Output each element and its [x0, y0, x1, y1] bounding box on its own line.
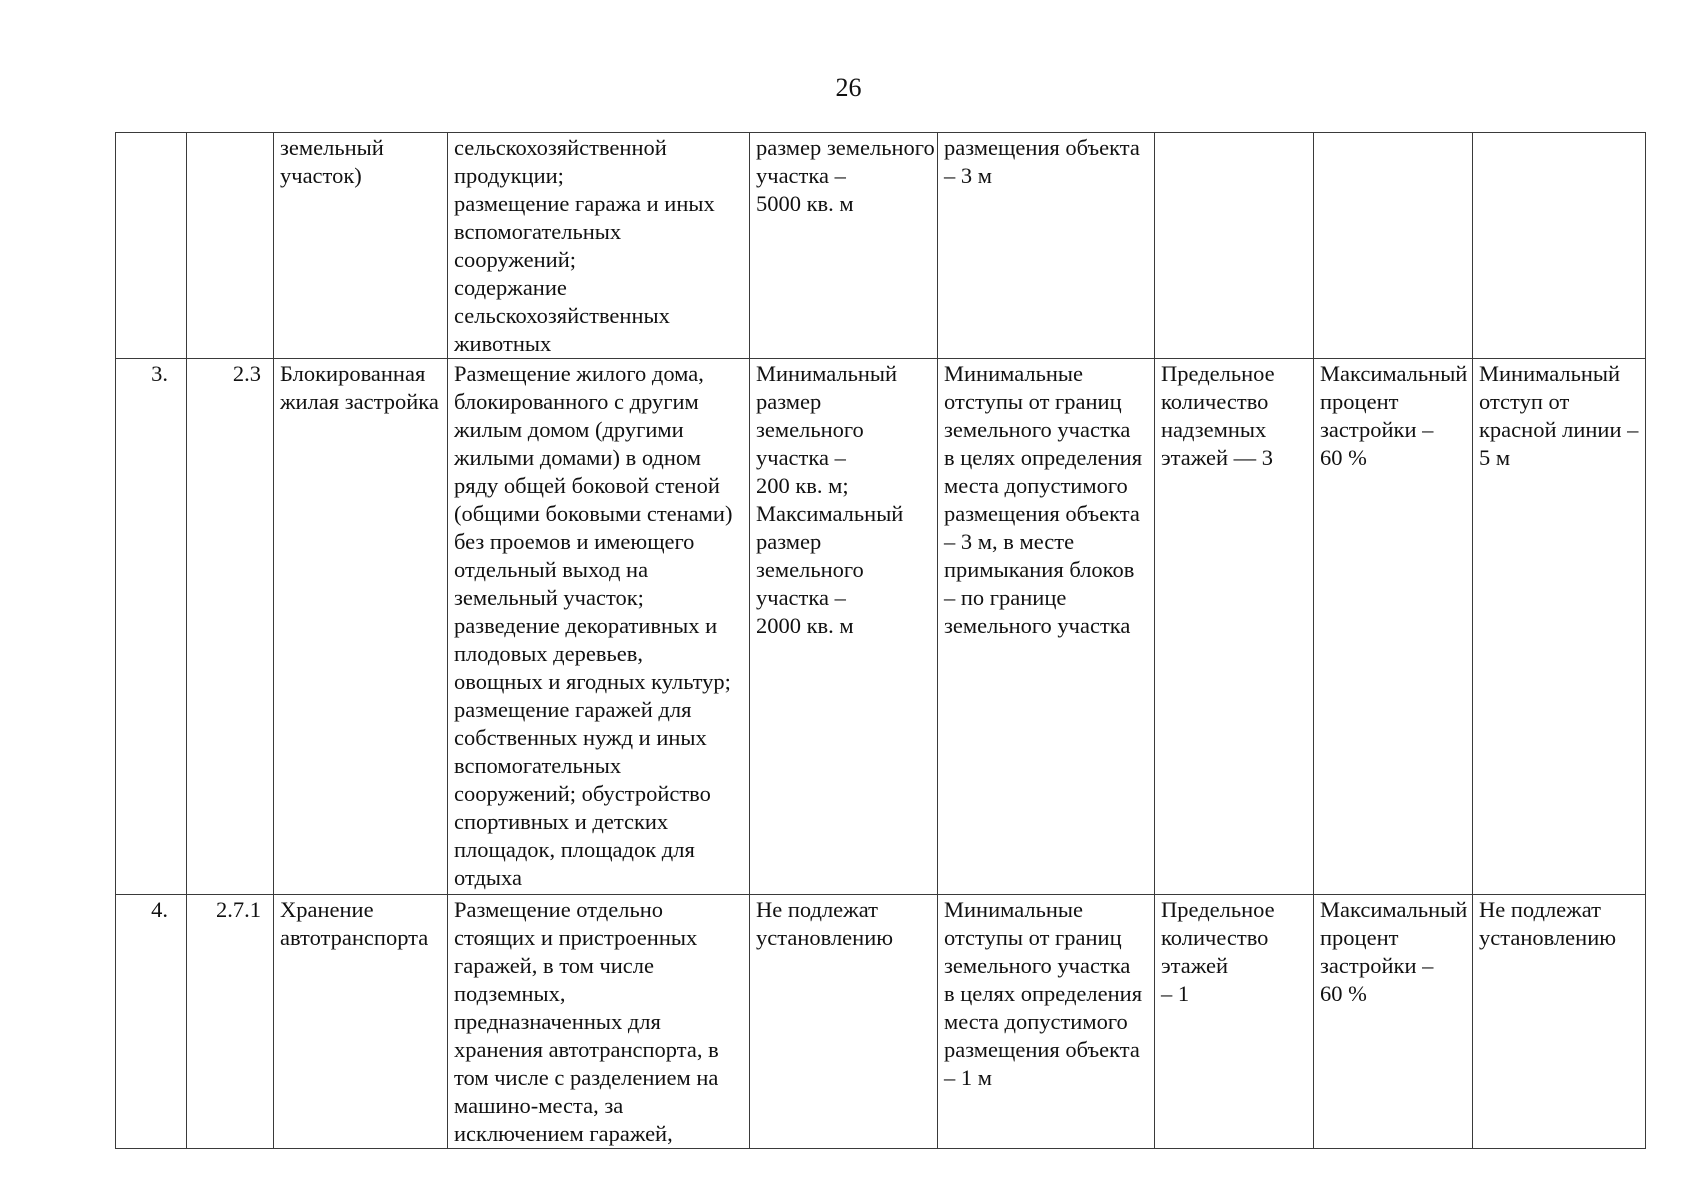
- use-description-cell: [448, 895, 750, 1149]
- cell-text-line: сельскохозяйственной: [454, 135, 667, 160]
- cell-text-line: отдельный выход на: [454, 557, 649, 582]
- cell-text-line: размещение гаража и иных: [454, 191, 715, 216]
- table-body: [116, 133, 1646, 1149]
- cell-text-line: Блокированная: [280, 361, 426, 386]
- cell-text-line: животных: [454, 331, 552, 356]
- cell-text-line: земельного участка: [944, 417, 1131, 442]
- table-row: [116, 895, 1646, 1149]
- cell-text-line: продукции;: [454, 163, 564, 188]
- cell-text-line: Минимальный: [1479, 361, 1621, 386]
- cell-text-line: красной линии –: [1479, 417, 1639, 442]
- cell-text-line: места допустимого: [944, 473, 1128, 498]
- red-line-cell: [1473, 359, 1646, 895]
- red-line-cell: [1473, 133, 1646, 359]
- cell-text-line: Максимальный: [1320, 361, 1468, 386]
- plot-size-cell: [750, 359, 938, 895]
- cell-text-line: земельного: [756, 417, 864, 442]
- plot-size-cell: [750, 133, 938, 359]
- cell-text-line: собственных нужд и иных: [454, 725, 707, 750]
- cell-text-line: жилая застройка: [280, 389, 439, 414]
- cell-text-line: в целях определения: [944, 981, 1143, 1006]
- cell-text-line: гаражей, в том числе: [454, 953, 655, 978]
- cell-text-line: – по границе: [944, 585, 1067, 610]
- cell-text-line: размещение гаражей для: [454, 697, 692, 722]
- cell-text-line: размещения объекта: [944, 135, 1140, 160]
- cell-text-line: сооружений; обустройство: [454, 781, 711, 806]
- cell-text-line: предназначенных для: [454, 1009, 661, 1034]
- cell-text-line: земельного участка: [944, 613, 1131, 638]
- cell-text-line: в целях определения: [944, 445, 1143, 470]
- cell-text-line: Предельное: [1161, 897, 1275, 922]
- cell-text-line: (общими боковыми стенами): [454, 501, 733, 526]
- cell-text-line: плодовых деревьев,: [454, 641, 643, 666]
- cell-text-line: количество: [1161, 925, 1269, 950]
- cell-text-line: размер: [756, 389, 822, 414]
- setbacks-cell: [938, 895, 1155, 1149]
- use-name-cell: [274, 133, 448, 359]
- cell-text-line: 2000 кв. м: [756, 613, 854, 638]
- cell-text-line: размер земельного: [756, 135, 935, 160]
- cell-text-line: застройки –: [1320, 953, 1434, 978]
- cell-text-line: стоящих и пристроенных: [454, 925, 698, 950]
- zoning-table: [115, 132, 1646, 1149]
- row-number-cell: 4.: [116, 895, 187, 1149]
- use-name-cell: [274, 895, 448, 1149]
- cell-text-line: процент: [1320, 389, 1399, 414]
- cell-text-line: места допустимого: [944, 1009, 1128, 1034]
- cell-text-line: Предельное: [1161, 361, 1275, 386]
- cell-text-line: вспомогательных: [454, 753, 622, 778]
- cell-text-line: этажей: [1161, 953, 1229, 978]
- cell-text-line: отступ от: [1479, 389, 1570, 414]
- coverage-cell: [1314, 133, 1473, 359]
- cell-text-line: Размещение жилого дома,: [454, 361, 704, 386]
- cell-text-line: 5 м: [1479, 445, 1511, 470]
- cell-text-line: участка –: [756, 163, 846, 188]
- cell-text-line: содержание: [454, 275, 567, 300]
- row-number-cell: [116, 133, 187, 359]
- table-row: [116, 133, 1646, 359]
- floors-cell: [1155, 133, 1314, 359]
- cell-text-line: сооружений;: [454, 247, 577, 272]
- cell-text-line: установлению: [756, 925, 894, 950]
- use-name-cell: [274, 359, 448, 895]
- cell-text-line: 60 %: [1320, 981, 1367, 1006]
- cell-text-line: земельный: [280, 135, 384, 160]
- floors-cell: [1155, 895, 1314, 1149]
- cell-text-line: Не подлежат: [1479, 897, 1601, 922]
- cell-text-line: машино-места, за: [454, 1093, 624, 1118]
- cell-text-line: жилыми домами) в одном: [454, 445, 701, 470]
- cell-text-line: жилым домом (другими: [454, 417, 684, 442]
- cell-text-line: установлению: [1479, 925, 1617, 950]
- table-row: [116, 359, 1646, 895]
- cell-text-line: – 1 м: [944, 1065, 992, 1090]
- cell-text-line: 60 %: [1320, 445, 1367, 470]
- cell-text-line: размер: [756, 529, 822, 554]
- setbacks-cell: [938, 133, 1155, 359]
- cell-text-line: количество: [1161, 389, 1269, 414]
- cell-text-line: Минимальные: [944, 897, 1084, 922]
- cell-text-line: земельный участок;: [454, 585, 644, 610]
- cell-text-line: сельскохозяйственных: [454, 303, 670, 328]
- cell-text-line: Не подлежат: [756, 897, 878, 922]
- cell-text-line: Минимальный: [756, 361, 898, 386]
- cell-text-line: ряду общей боковой стеной: [454, 473, 720, 498]
- cell-text-line: подземных,: [454, 981, 566, 1006]
- cell-text-line: блокированного с другим: [454, 389, 699, 414]
- cell-text-line: земельного участка: [944, 953, 1131, 978]
- use-code-cell: [187, 133, 274, 359]
- cell-text-line: Минимальные: [944, 361, 1084, 386]
- cell-text-line: отступы от границ: [944, 389, 1122, 414]
- cell-text-line: исключением гаражей,: [454, 1121, 673, 1146]
- cell-text-line: примыкания блоков: [944, 557, 1135, 582]
- cell-text-line: размещения объекта: [944, 1037, 1140, 1062]
- cell-text-line: Максимальный: [756, 501, 904, 526]
- coverage-cell: [1314, 895, 1473, 1149]
- cell-text-line: площадок, площадок для: [454, 837, 695, 862]
- cell-text-line: спортивных и детских: [454, 809, 669, 834]
- cell-text-line: вспомогательных: [454, 219, 622, 244]
- cell-text-line: овощных и ягодных культур;: [454, 669, 731, 694]
- cell-text-line: надземных: [1161, 417, 1267, 442]
- cell-text-line: разведение декоративных и: [454, 613, 718, 638]
- cell-text-line: том числе с разделением на: [454, 1065, 719, 1090]
- cell-text-line: отдыха: [454, 865, 522, 890]
- cell-text-line: Максимальный: [1320, 897, 1468, 922]
- red-line-cell: [1473, 895, 1646, 1149]
- cell-text-line: земельного: [756, 557, 864, 582]
- cell-text-line: участка –: [756, 445, 846, 470]
- cell-text-line: 5000 кв. м: [756, 191, 854, 216]
- cell-text-line: размещения объекта: [944, 501, 1140, 526]
- cell-text-line: участок): [280, 163, 362, 188]
- use-description-cell: [448, 133, 750, 359]
- cell-text-line: – 1: [1161, 981, 1190, 1006]
- row-number-cell: 3.: [116, 359, 187, 895]
- use-code-cell: 2.3: [187, 359, 274, 895]
- use-description-cell: [448, 359, 750, 895]
- setbacks-cell: [938, 359, 1155, 895]
- page-number: 26: [835, 73, 862, 102]
- cell-text-line: автотранспорта: [280, 925, 429, 950]
- cell-text-line: 200 кв. м;: [756, 473, 849, 498]
- cell-text-line: процент: [1320, 925, 1399, 950]
- cell-text-line: этажей — 3: [1161, 445, 1274, 470]
- cell-text-line: – 3 м, в месте: [944, 529, 1075, 554]
- cell-text-line: – 3 м: [944, 163, 992, 188]
- floors-cell: [1155, 359, 1314, 895]
- cell-text-line: без проемов и имеющего: [454, 529, 695, 554]
- plot-size-cell: [750, 895, 938, 1149]
- cell-text-line: Хранение: [280, 897, 374, 922]
- coverage-cell: [1314, 359, 1473, 895]
- cell-text-line: застройки –: [1320, 417, 1434, 442]
- cell-text-line: хранения автотранспорта, в: [454, 1037, 719, 1062]
- use-code-cell: 2.7.1: [187, 895, 274, 1149]
- cell-text-line: отступы от границ: [944, 925, 1122, 950]
- cell-text-line: Размещение отдельно: [454, 897, 664, 922]
- cell-text-line: участка –: [756, 585, 846, 610]
